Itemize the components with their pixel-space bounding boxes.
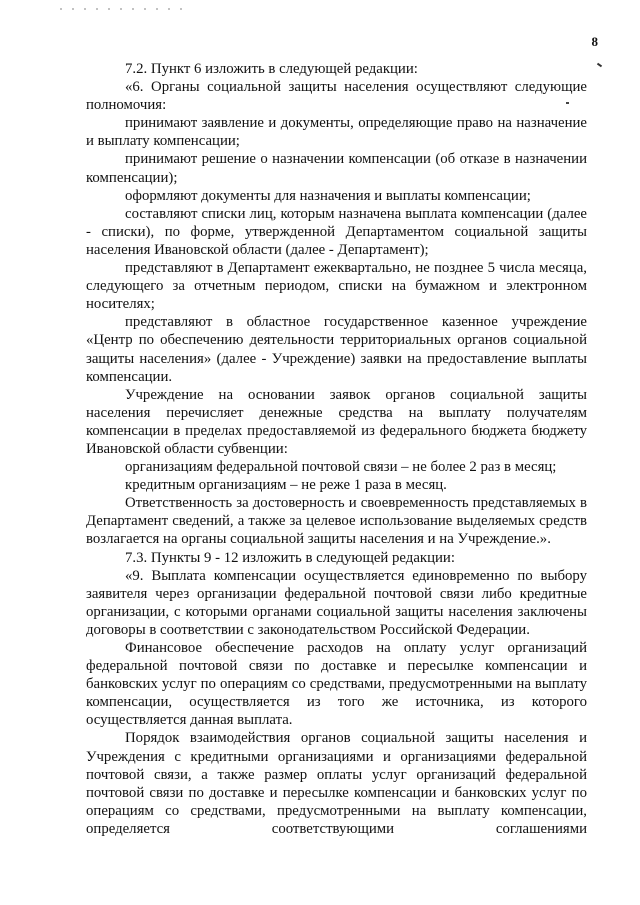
scan-artifact: [60, 8, 190, 10]
paragraph-accept-application: принимают заявление и документы, определяющие право на назначение и выплату компенсации;: [86, 115, 587, 150]
document-body: [86, 60, 587, 838]
paragraph-responsibility: Ответственность за достоверность и своевременность представляемых в Департамент сведений, а также за целевое использование выделяемых средств возлагается на органы социальной защиты населения и на Учреждение.».: [86, 495, 587, 548]
paragraph-documents: оформляют документы для назначения и выплаты компенсации;: [125, 187, 531, 204]
paragraph-applications: представляют в областное государственное казенное учреждение «Центр по обеспечению деятельности территориальных органов социальной защиты населения» (далее - Учреждение) заявки на предоставление выплаты компенсации.: [86, 314, 587, 385]
paragraph-postal: организациям федеральной почтовой связи – не более 2 раз в месяц;: [125, 459, 557, 476]
scan-mark: [597, 63, 602, 68]
paragraph-6-intro: «6. Органы социальной защиты населения осуществляют следующие полномочия:: [86, 79, 587, 114]
paragraph-7-3-heading: 7.3. Пункты 9 - 12 изложить в следующей редакции:: [125, 549, 455, 566]
paragraph-decision: принимают решение о назначении компенсации (об отказе в назначении компенсации);: [86, 151, 587, 186]
paragraph-interaction-order: Порядок взаимодействия органов социальной защиты населения и Учреждения с кредитными организациями и организациями федеральной почтовой связи, а также размер оплаты услуг организаций федеральной почтовой связи по доставке и пересылке компенсации и банковских услуг по операциям со средствами, предусмотренными на выплату компенсации, определяется соответствующими соглашениями: [86, 730, 587, 837]
paragraph-financing: Финансовое обеспечение расходов на оплату услуг организаций федеральной почтовой связи по доставке и пересылке компенсации и банковских услуг по операциям со средствами, предусмотренными на выплату компенсации, осуществляется из того же источника, из которого осуществляется данная выплата.: [86, 640, 587, 729]
paragraph-7-2-heading: 7.2. Пункт 6 изложить в следующей редакции:: [125, 61, 418, 77]
paragraph-9-payment: «9. Выплата компенсации осуществляется единовременно по выбору заявителя через организации федеральной почтовой связи либо кредитные организации, с которыми органами социальной защиты населения заключены договоры в соответствии с законодательством Российской Федерации.: [86, 567, 587, 638]
page-number: 8: [591, 34, 598, 49]
paragraph-institution-transfers: Учреждение на основании заявок органов социальной защиты населения перечисляет денежные средства на выплату получателям компенсации в пределах предоставляемой из федерального бюджета бюджету Ивановской области субвенции:: [86, 386, 587, 457]
paragraph-quarterly: представляют в Департамент ежеквартально, не позднее 5 числа месяца, следующего за отчетным периодом, списки на бумажном и электронном носителях;: [86, 260, 587, 313]
paragraph-credit: кредитным организациям – не реже 1 раза в месяц.: [125, 477, 447, 494]
paragraph-lists: составляют списки лиц, которым назначена выплата компенсации (далее - списки), по форме, утвержденной Департаментом социальной защиты населения Ивановской области (далее - Департамент);: [86, 205, 587, 258]
